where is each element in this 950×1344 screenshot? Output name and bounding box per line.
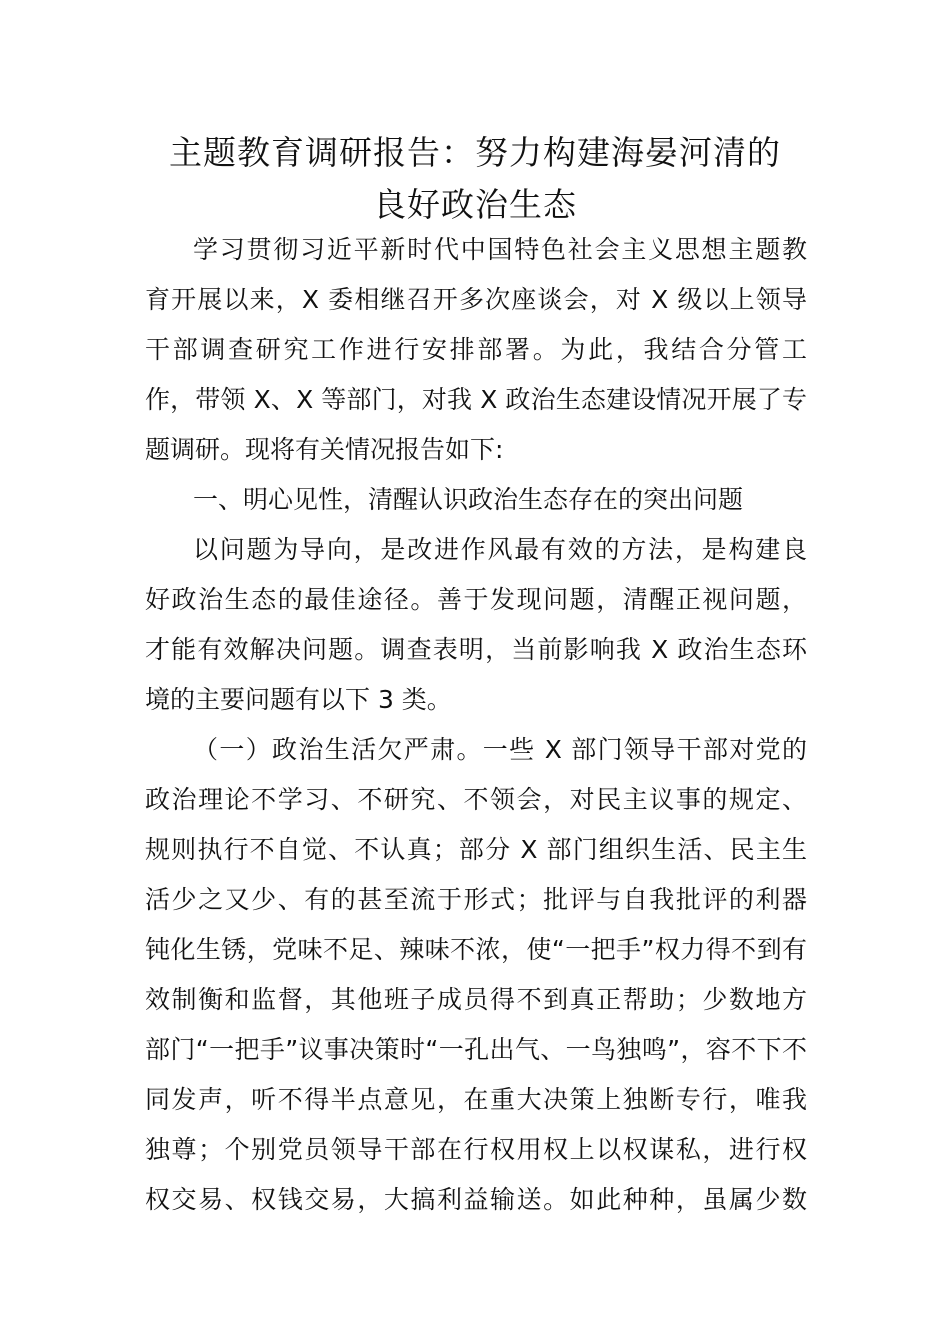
paragraph-political-life-line: 部门“一把手”议事决策时“一孔出气、一鸟独鸣”，容不下不 bbox=[145, 1035, 807, 1064]
paragraph-political-life-line: 政治理论不学习、不研究、不领会，对民主议事的规定、 bbox=[145, 785, 807, 814]
paragraph-political-life-line: 独尊；个别党员领导干部在行权用权上以权谋私，进行权 bbox=[145, 1135, 807, 1164]
paragraph-intro-line: 干部调查研究工作进行安排部署。为此，我结合分管工 bbox=[145, 335, 807, 364]
paragraph-intro-line: 作，带领 X、X 等部门，对我 X 政治生态建设情况开展了专 bbox=[145, 385, 807, 414]
paragraph-political-life-line: 活少之又少、有的甚至流于形式；批评与自我批评的利器 bbox=[145, 885, 807, 914]
paragraph-political-life-line: 权交易、权钱交易，大搞利益输送。如此种种，虽属少数 bbox=[145, 1185, 807, 1214]
paragraph-political-life-line: 同发声，听不得半点意见，在重大决策上独断专行，唯我 bbox=[145, 1085, 807, 1114]
paragraph-intro-line: 学习贯彻习近平新时代中国特色社会主义思想主题教 bbox=[193, 235, 807, 264]
paragraph-political-life-line: 效制衡和监督，其他班子成员得不到真正帮助；少数地方 bbox=[145, 985, 807, 1014]
paragraph-political-life-line: （一）政治生活欠严肃。一些 X 部门领导干部对党的 bbox=[193, 735, 807, 764]
paragraph-intro-line: 题调研。现将有关情况报告如下: bbox=[145, 435, 504, 464]
paragraph-political-life-line: 规则执行不自觉、不认真；部分 X 部门组织生活、民主生 bbox=[145, 835, 807, 864]
paragraph-problem-intro-line: 境的主要问题有以下 3 类。 bbox=[145, 685, 452, 714]
section-heading: 一、明心见性，清醒认识政治生态存在的突出问题 bbox=[193, 485, 744, 514]
paragraph-political-life-line: 钝化生锈，党味不足、辣味不浓，使“一把手”权力得不到有 bbox=[145, 935, 807, 964]
paragraph-problem-intro-line: 好政治生态的最佳途径。善于发现问题，清醒正视问题， bbox=[145, 585, 807, 614]
paragraph-problem-intro-line: 以问题为导向，是改进作风最有效的方法，是构建良 bbox=[193, 535, 807, 564]
document-title-line-1: 主题教育调研报告：努力构建海晏河清的 bbox=[169, 133, 781, 172]
paragraph-intro-line: 育开展以来，X 委相继召开多次座谈会，对 X 级以上领导 bbox=[145, 285, 807, 314]
paragraph-problem-intro-line: 才能有效解决问题。调查表明，当前影响我 X 政治生态环 bbox=[145, 635, 807, 664]
document-title-line-2: 良好政治生态 bbox=[373, 185, 577, 224]
